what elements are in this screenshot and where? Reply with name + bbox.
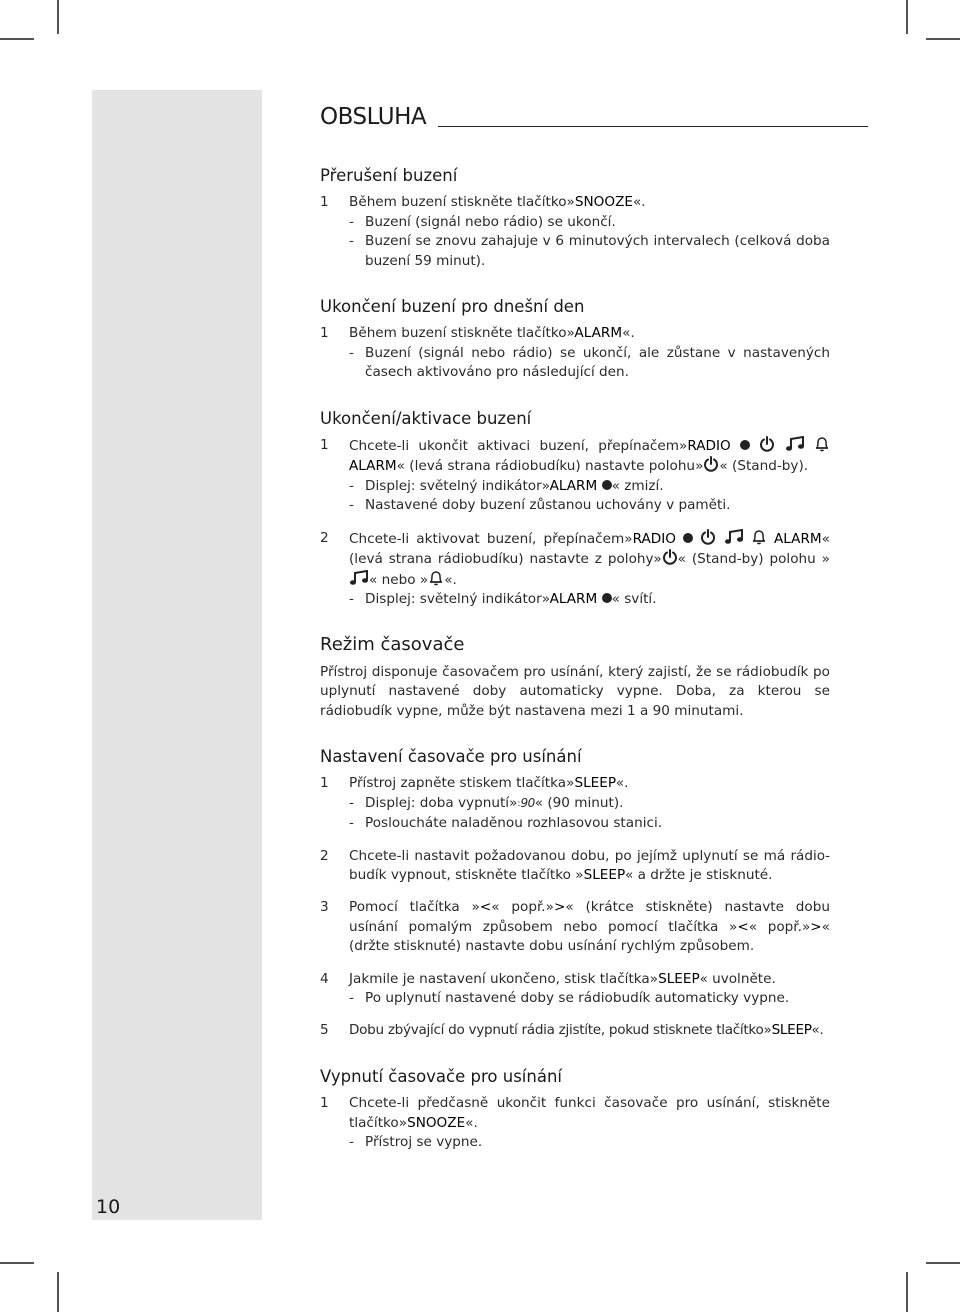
music-note-icon: [349, 570, 369, 586]
item-number: 1: [320, 325, 329, 342]
sub-text-part: « (90 minut).: [534, 794, 624, 811]
item-text: « (Stand-by).: [719, 458, 809, 475]
section-set-sleep-timer: [320, 747, 830, 1041]
item-body: [349, 847, 830, 886]
quote: »: [541, 477, 550, 494]
key-label: SLEEP: [771, 1022, 812, 1039]
key-label: >: [553, 899, 566, 916]
key-label: RADIO: [687, 438, 731, 455]
list-item: [320, 529, 830, 610]
quote: »: [566, 325, 575, 342]
quote: »: [695, 458, 704, 475]
sub-text-part: Displej: světelný indikátor: [365, 590, 542, 607]
sub-item: - Nastavené doby buzení zůstanou uchovány v paměti.: [349, 496, 830, 515]
item-text: « (levá strana rádiobudíku) nastavte polohu: [396, 458, 696, 475]
section-heading: Vypnutí časovače pro usínání: [320, 1066, 562, 1086]
key-label: SLEEP: [658, 970, 700, 987]
list-item: [320, 774, 830, 833]
quote: »: [763, 1022, 772, 1039]
item-text: Chcete-li předčasně ukončit funkci časovače pro usínání, stiskněte tlačítko: [349, 1095, 830, 1131]
quote: »: [575, 866, 584, 883]
sub-text-part: « zmizí.: [611, 477, 664, 494]
item-number: 1: [320, 194, 329, 211]
power-icon: [662, 549, 678, 565]
music-note-icon: [724, 529, 744, 545]
sub-text: [365, 794, 830, 814]
key-label: ALARM: [349, 458, 397, 475]
sub-item: - Posloucháte naladěnou rozhlasovou stanici.: [349, 814, 830, 833]
key-label: SNOOZE: [407, 1114, 466, 1131]
sub-text-part: Displej: světelný indikátor: [365, 477, 542, 494]
key-label: SNOOZE: [574, 194, 633, 211]
bell-icon: [428, 570, 444, 586]
quote: »: [566, 775, 575, 792]
sub-text: Buzení (signál nebo rádio) se ukončí.: [365, 213, 616, 230]
sub-text: Nastavené doby buzení zůstanou uchovány v paměti.: [365, 497, 731, 514]
sub-item: - Displej: světelný indikátor»ALARM « zmizí.: [349, 477, 830, 496]
item-text: « (držte stisknuté) nastavte dobu usínání rychlým způsobem.: [349, 918, 830, 955]
list-item: [320, 1021, 830, 1040]
quote: »: [679, 438, 688, 455]
section-heading: Přerušení buzení: [320, 166, 458, 185]
key-label: ALARM: [773, 530, 822, 547]
filled-dot-icon: [602, 593, 612, 603]
item-text: Pomocí tlačítka: [349, 899, 460, 916]
item-body: [349, 1021, 830, 1040]
item-text: Dobu zbývající do vypnutí rádia zjistíte, pokud stisknete tlačítko: [349, 1022, 764, 1039]
item-text: « (Stand-by) polohu: [677, 551, 816, 568]
item-number: 4: [320, 970, 329, 987]
crop-mark: [926, 1262, 960, 1264]
quote: »: [566, 194, 575, 211]
sub-item: - Po uplynutí nastavené doby se rádiobudík automaticky vypne.: [349, 989, 830, 1008]
sidebar-band: [92, 90, 262, 1220]
quote: »: [545, 899, 554, 916]
quote: »: [821, 551, 830, 568]
item-body: [349, 1094, 830, 1152]
sub-text: Po uplynutí nastavené doby se rádiobudík automaticky vypne.: [365, 990, 790, 1006]
key-label: <: [737, 918, 749, 935]
item-number: 1: [320, 1095, 329, 1112]
list-item: [320, 898, 830, 956]
sub-text: [365, 477, 830, 496]
key-label: ALARM: [549, 590, 598, 607]
key-label: SLEEP: [574, 775, 616, 792]
sub-text-part: « svítí.: [611, 590, 657, 607]
display-readout: 90: [520, 795, 535, 810]
section-heading: Ukončení/aktivace buzení: [320, 408, 532, 428]
quote: »: [624, 530, 633, 547]
item-number: 1: [320, 437, 329, 454]
key-label: RADIO: [632, 530, 676, 547]
item-number: 3: [320, 899, 329, 916]
sub-item: - Buzení (signál nebo rádio) se ukončí.: [349, 213, 830, 232]
quote: «.: [811, 1022, 824, 1039]
item-text: Přístroj zapněte stiskem tlačítka: [349, 775, 567, 792]
item-text: Jakmile je nastavení ukončeno, stisk tlačítka: [349, 970, 650, 987]
crop-mark: [0, 38, 34, 40]
item-body: [349, 774, 830, 833]
sub-text: [365, 590, 830, 609]
item-text: Během buzení stiskněte tlačítko: [349, 325, 567, 342]
list-item: [320, 324, 830, 382]
sub-text: Buzení se znovu zahajuje v 6 minutových intervalech (celková doba buzení 59 minut).: [365, 233, 830, 269]
sub-item: - Displej: doba vypnutí»:90« (90 minut).: [349, 794, 830, 814]
quote: »: [471, 899, 480, 916]
section-heading: Nastavení časovače pro usínání: [320, 746, 582, 766]
sub-item: - Displej: světelný indikátor»ALARM « svítí.: [349, 590, 830, 609]
item-body: [349, 436, 830, 516]
quote: »: [801, 918, 811, 935]
section-heading: Ukončení buzení pro dnešní den: [320, 297, 585, 317]
colon-icon: :: [517, 798, 521, 809]
item-text: Chcete-li ukončit aktivaci buzení, přepínačem: [349, 438, 679, 455]
item-text: «.: [444, 571, 457, 588]
sub-item: - Buzení se znovu zahajuje v 6 minutových intervalech (celková doba buzení 59 minut).: [349, 232, 830, 271]
item-number: 5: [320, 1022, 329, 1039]
key-label: SLEEP: [583, 866, 625, 883]
page-title: OBSLUHA: [320, 104, 427, 130]
music-note-icon: [785, 436, 805, 452]
key-label: >: [810, 918, 822, 935]
item-text: « popř.: [491, 899, 546, 916]
quote: »: [419, 571, 429, 588]
filled-dot-icon: [740, 440, 750, 450]
section-disable-sleep-timer: [320, 1067, 830, 1153]
title-rule: [438, 126, 868, 127]
quote: »: [653, 551, 662, 568]
power-icon: [700, 529, 716, 545]
item-body: [349, 529, 830, 610]
crop-mark: [926, 38, 960, 40]
item-body: [349, 193, 830, 271]
key-label: ALARM: [574, 325, 623, 342]
quote: «.: [622, 325, 635, 342]
quote: »: [729, 918, 738, 935]
item-text: Chcete-li aktivovat buzení, přepínačem: [349, 530, 625, 547]
sub-item: - Přístroj se vypne.: [349, 1133, 830, 1152]
key-label: ALARM: [549, 477, 598, 494]
sub-item: - Buzení (signál nebo rádio) se ukončí, ale zůstane v nastavených časech aktivováno pro následující den.: [349, 344, 830, 383]
bell-icon: [751, 529, 767, 545]
crop-mark: [57, 1272, 59, 1312]
list-item: [320, 970, 830, 1009]
list-item: [320, 847, 830, 886]
sub-text: Přístroj se vypne.: [365, 1134, 483, 1151]
list-item: [320, 193, 830, 271]
main-content: [320, 166, 830, 1178]
quote: «.: [615, 775, 629, 792]
item-number: 2: [320, 847, 329, 864]
item-number: 1: [320, 775, 329, 792]
item-text: Chcete-li nastavit požadovanou dobu, po jejímž uplynutí se má rádiobudík vypnout, stiskněte tlačítko: [349, 847, 830, 883]
quote: «.: [632, 194, 646, 211]
quote: «.: [465, 1114, 478, 1131]
item-body: [349, 324, 830, 382]
section-timer-mode: [320, 635, 830, 721]
item-number: 2: [320, 529, 329, 546]
filled-dot-icon: [683, 533, 693, 543]
list-item: [320, 1094, 830, 1152]
power-icon: [759, 436, 775, 452]
section-heading: Režim časovače: [320, 634, 465, 656]
quote: »: [649, 970, 659, 987]
quote: »: [398, 1114, 408, 1131]
item-text: Během buzení stiskněte tlačítko: [349, 194, 567, 211]
item-text: « (krátce stiskněte) nastavte dobu usínání pomalým způsobem nebo pomocí tlačítka: [349, 899, 830, 935]
key-label: <: [479, 899, 492, 916]
item-text: « (levá strana rádiobudíku) nastavte z polohy: [349, 530, 830, 568]
crop-mark: [906, 0, 908, 34]
power-icon: [703, 456, 719, 472]
page-number: 10: [96, 1196, 121, 1218]
bell-icon: [814, 436, 830, 452]
crop-mark: [0, 1262, 34, 1264]
filled-dot-icon: [602, 480, 612, 490]
paragraph: Přístroj disponuje časovačem pro usínání, který zajistí, že se rádiobudík po uplynutí nastavené doby automaticky vypne. Doba, za kterou se rádiobudík vypne, může být nastavena mezi 1 a 90 minutami.: [320, 663, 830, 719]
list-item: [320, 436, 830, 516]
sub-text-part: Displej: doba vypnutí: [365, 794, 510, 811]
quote: »: [541, 590, 550, 607]
sub-text: Buzení (signál nebo rádio) se ukončí, ale zůstane v nastavených časech aktivováno pro následující den.: [365, 344, 830, 381]
section-activate-alarm: [320, 409, 830, 610]
item-body: [349, 970, 830, 1009]
crop-mark: [57, 0, 59, 34]
item-body: [349, 898, 830, 956]
item-text: « nebo: [369, 571, 416, 588]
section-end-alarm-today: [320, 297, 830, 383]
item-text: « a držte je stisknuté.: [624, 866, 773, 883]
sub-text: Posloucháte naladěnou rozhlasovou stanici.: [365, 815, 663, 832]
section-interrupt-alarm: [320, 166, 830, 271]
item-text: « popř.: [748, 918, 802, 935]
item-text: « uvolněte.: [699, 970, 776, 987]
quote: »: [509, 794, 518, 811]
crop-mark: [906, 1272, 908, 1312]
